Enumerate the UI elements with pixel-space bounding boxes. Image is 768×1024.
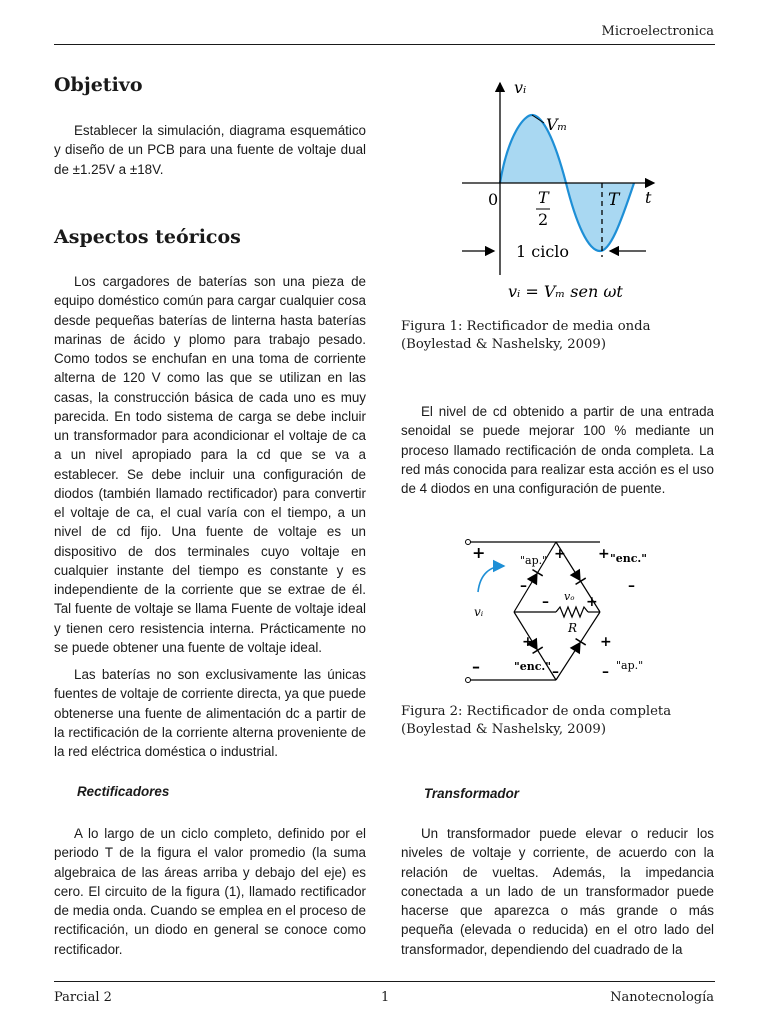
label-R: R [568, 621, 578, 635]
page-number: 1 [381, 990, 390, 1005]
diode-top-left [527, 570, 543, 586]
label-enc-bottom: "enc." [514, 660, 551, 673]
equation: vᵢ = Vₘ sen ωt [508, 282, 623, 301]
label-vi: vᵢ [474, 605, 484, 619]
label-minus-in: – [472, 657, 480, 676]
diode-bottom-right [570, 639, 586, 655]
label-t-over: T [538, 188, 549, 207]
label-ap-bottom: "ap." [616, 659, 644, 672]
section-title-objetivo: Objetivo [54, 74, 143, 96]
input-current-arrow [478, 566, 504, 592]
aspectos-paragraph-1: Los cargadores de baterías son una pieza de equipo doméstico común para cargar cualquier cosa desde pequeñas baterías de linterna hasta baterías marinas de ácido y plomo para trabajo pesado. Como todos se enchufan en una toma de corriente alterna de 120 V como las que se utilizan en las casas, la construcción básica de cada uno es muy parecida. En todo sistema de carga se debe incluir un transformador para acondicionar el voltaje de ca a un nivel apropiado para la cd que se va a establecer. Se debe incluir una configuración de diodos (también llamado rectificador) para convertir el voltaje de ca, el cual varía con el tiempo, a un nivel de cd fijo. Una fuente de voltaje es un dispositivo de dos terminales cuyo voltaje en cualquier instante del tiempo es constante y es independiente de la corriente que se extrae de él. Tal fuente de voltaje se llama Fuente de voltaje ideal y tienen cero resistencia interna. Prácticamente no se puede obtener una fuente de voltaje ideal. [54, 274, 366, 655]
diode-top-right [570, 569, 586, 585]
label-vo-plus: + [586, 594, 598, 610]
aspectos-body [54, 272, 366, 761]
figure-2-caption: Figura 2: Rectificador de onda completa (Boylestad & Nashelsky, 2009) [401, 704, 672, 737]
sign-7: + [600, 634, 612, 650]
input-terminal-bottom [466, 678, 471, 683]
footer-right: Nanotecnología [610, 990, 714, 1005]
label-ap-top: "ap." [520, 554, 548, 567]
load-resistor [556, 607, 588, 617]
transformador-paragraph: Un transformador puede elevar o reducir los niveles de voltaje y corriente, de acuerdo con la relación de vueltas. Además, la impedancia conectada a un lado de un transformador puede hacerse que aparezca o más grande o más pequeña (elevada o reducida) en el otro lado del transformador, dependiendo del cuadrado de la [401, 826, 714, 957]
label-T: T [608, 190, 620, 210]
sign-3: + [598, 546, 610, 562]
section-title-aspectos: Aspectos teóricos [54, 226, 241, 248]
label-vo-minus: – [542, 594, 549, 610]
header-rule [54, 44, 715, 45]
figure-1-caption: Figura 1: Rectificador de media onda (Boylestad & Nashelsky, 2009) [401, 319, 651, 352]
footer-rule [54, 981, 715, 982]
label-vo: vₒ [564, 590, 575, 603]
figure-2-bridge-rectifier-diagram [460, 536, 680, 688]
label-two: 2 [538, 210, 549, 229]
sign-5: + [522, 634, 534, 650]
rectificadores-paragraph: A lo largo de un ciclo completo, definido por el periodo T de la figura el valor promedio (la suma algebraica de las áreas arriba y debajo del eje) es cero. El circuito de la figura (1), llamado rectificador de media onda. Cuando se emplea en el proceso de rectificación, un diodo en general se conoce como rectificador. [54, 826, 366, 957]
label-vi: vᵢ [514, 78, 527, 97]
full-wave-intro-paragraph: El nivel de cd obtenido a partir de una entrada senoidal se puede mejorar 100 % mediante un proceso llamado rectificación de onda completa. La red más conocida para realizar esta acción es el uso de 4 diodos en una configuración de puente. [401, 404, 714, 496]
sign-4: – [628, 578, 635, 594]
label-enc-top: "enc." [610, 552, 647, 565]
input-terminal-top [466, 540, 471, 545]
figure-1-half-wave-diagram [450, 75, 670, 310]
running-header: Microelectronica [601, 24, 714, 39]
subsection-title-transformador: Transformador [424, 786, 519, 801]
label-plus-in: + [472, 543, 486, 562]
subsection-title-rectificadores: Rectificadores [77, 784, 170, 799]
label-zero: 0 [488, 190, 499, 209]
aspectos-paragraph-2: Las baterías no son exclusivamente las únicas fuentes de voltaje de corriente directa, ya que puede obtenerse una fuente de alimentación dc a partir de la rectificación de la corriente alterna proveniente de la red eléctrica doméstica o industrial. [54, 667, 366, 759]
label-vm: Vₘ [546, 115, 568, 134]
sign-8: – [602, 664, 609, 680]
footer-left: Parcial 2 [54, 990, 112, 1005]
label-t: t [645, 188, 652, 207]
sign-6: – [552, 664, 559, 680]
label-1-ciclo: 1 ciclo [516, 242, 570, 261]
sign-2: – [520, 578, 527, 594]
sign-1: + [554, 546, 566, 562]
objetivo-paragraph: Establecer la simulación, diagrama esquemático y diseño de un PCB para una fuente de voltaje dual de ±1.25V a ±18V. [54, 123, 366, 177]
